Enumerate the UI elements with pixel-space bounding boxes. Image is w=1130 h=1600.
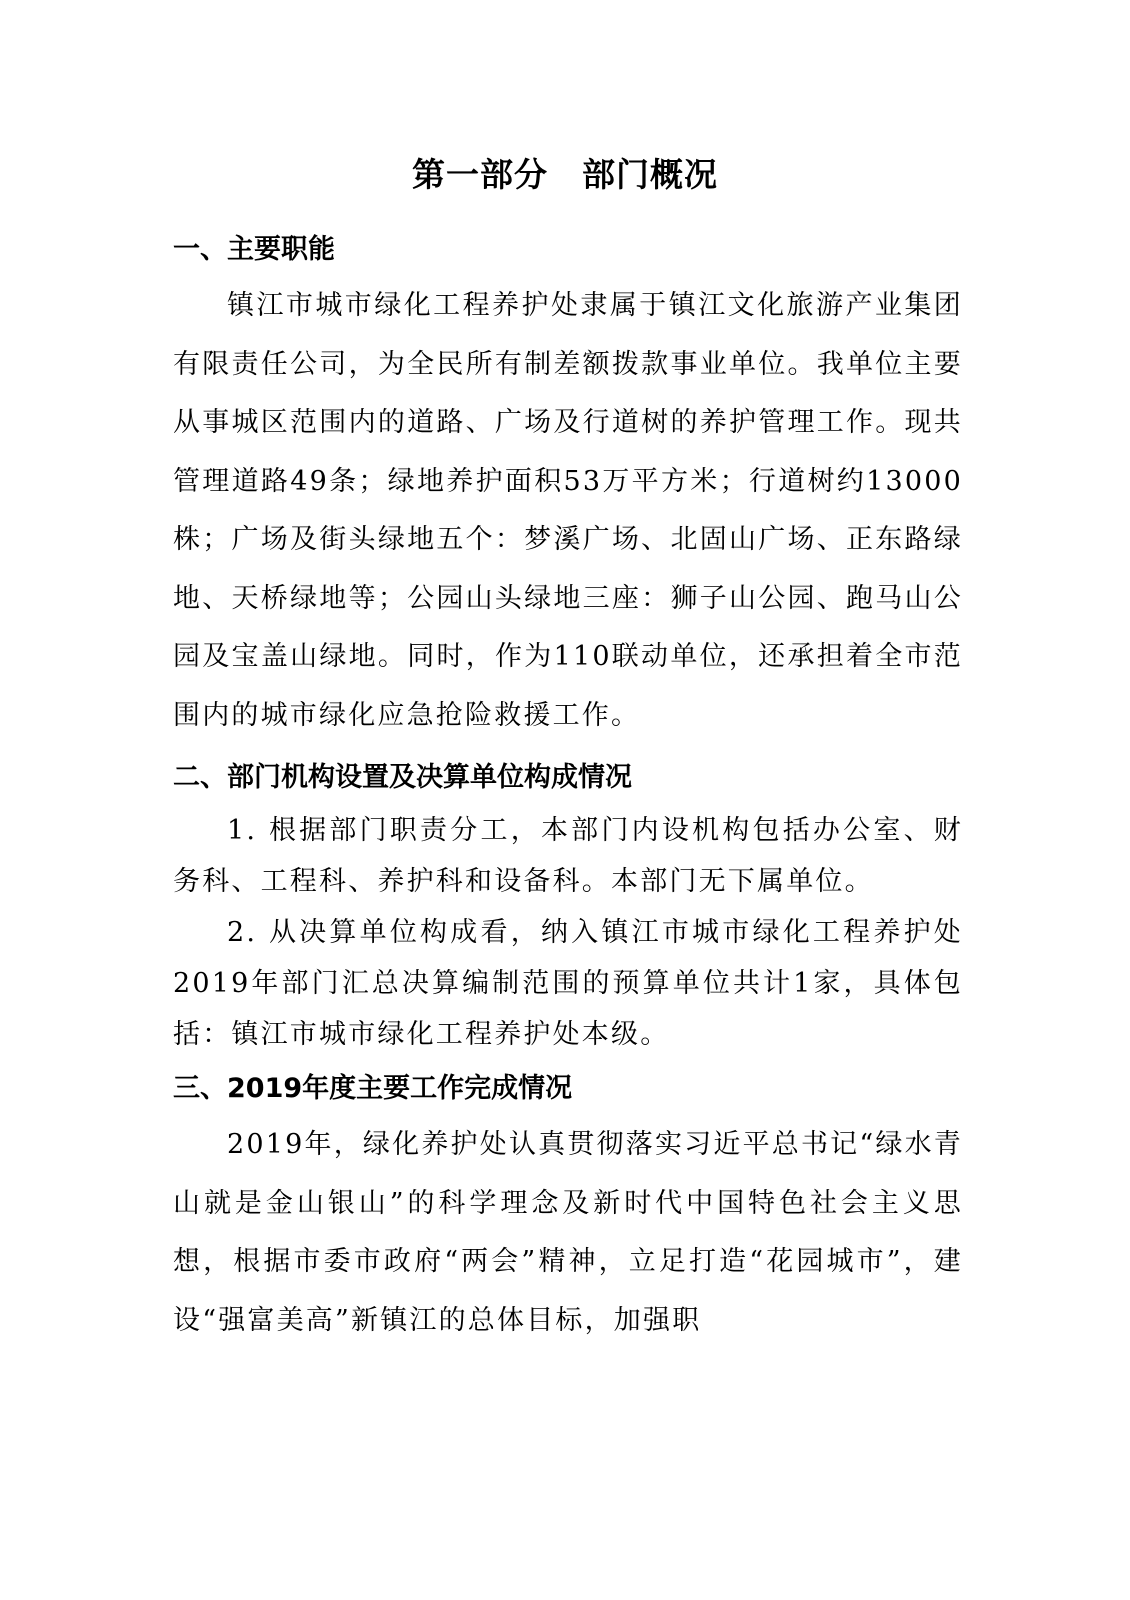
section-main-functions	[173, 227, 963, 745]
section-heading: 三、2019年度主要工作完成情况	[173, 1073, 573, 1104]
section-heading: 二、部门机构设置及决算单位构成情况	[173, 762, 632, 793]
section-paragraph: 1. 根据部门职责分工，本部门内设机构包括办公室、财务科、工程科、养护科和设备科。本部门无下属单位。	[173, 815, 963, 897]
section-paragraph: 镇江市城市绿化工程养护处隶属于镇江文化旅游产业集团有限责任公司，为全民所有制差额拨款事业单位。我单位主要从事城区范围内的道路、广场及行道树的养护管理工作。现共管理道路49条；绿地养护面积53万平方米；行道树约13000株；广场及街头绿地五个：梦溪广场、北固山广场、正东路绿地、天桥绿地等；公园山头绿地三座：狮子山公园、跑马山公园及宝盖山绿地。同时，作为110联动单位，还承担着全市范围内的城市绿化应急抢险救援工作。	[173, 290, 963, 731]
section-paragraph: 2019年，绿化养护处认真贯彻落实习近平总书记“绿水青山就是金山银山”的科学理念及新时代中国特色社会主义思想，根据市委市政府“两会”精神，立足打造“花园城市”，建设“强富美高”新镇江的总体目标，加强职	[173, 1129, 963, 1336]
section-organization	[173, 755, 963, 1060]
section-paragraph: 2. 从决算单位构成看，纳入镇江市城市绿化工程养护处2019年部门汇总决算编制范围的预算单位共计1家，具体包括：镇江市城市绿化工程养护处本级。	[173, 917, 963, 1050]
title-part: 第一部分	[412, 155, 548, 194]
section-work-summary	[173, 1066, 963, 1350]
title-name: 部门概况	[582, 155, 718, 194]
section-heading: 一、主要职能	[173, 234, 335, 265]
document-body	[173, 227, 963, 1350]
page-title	[0, 150, 1130, 200]
